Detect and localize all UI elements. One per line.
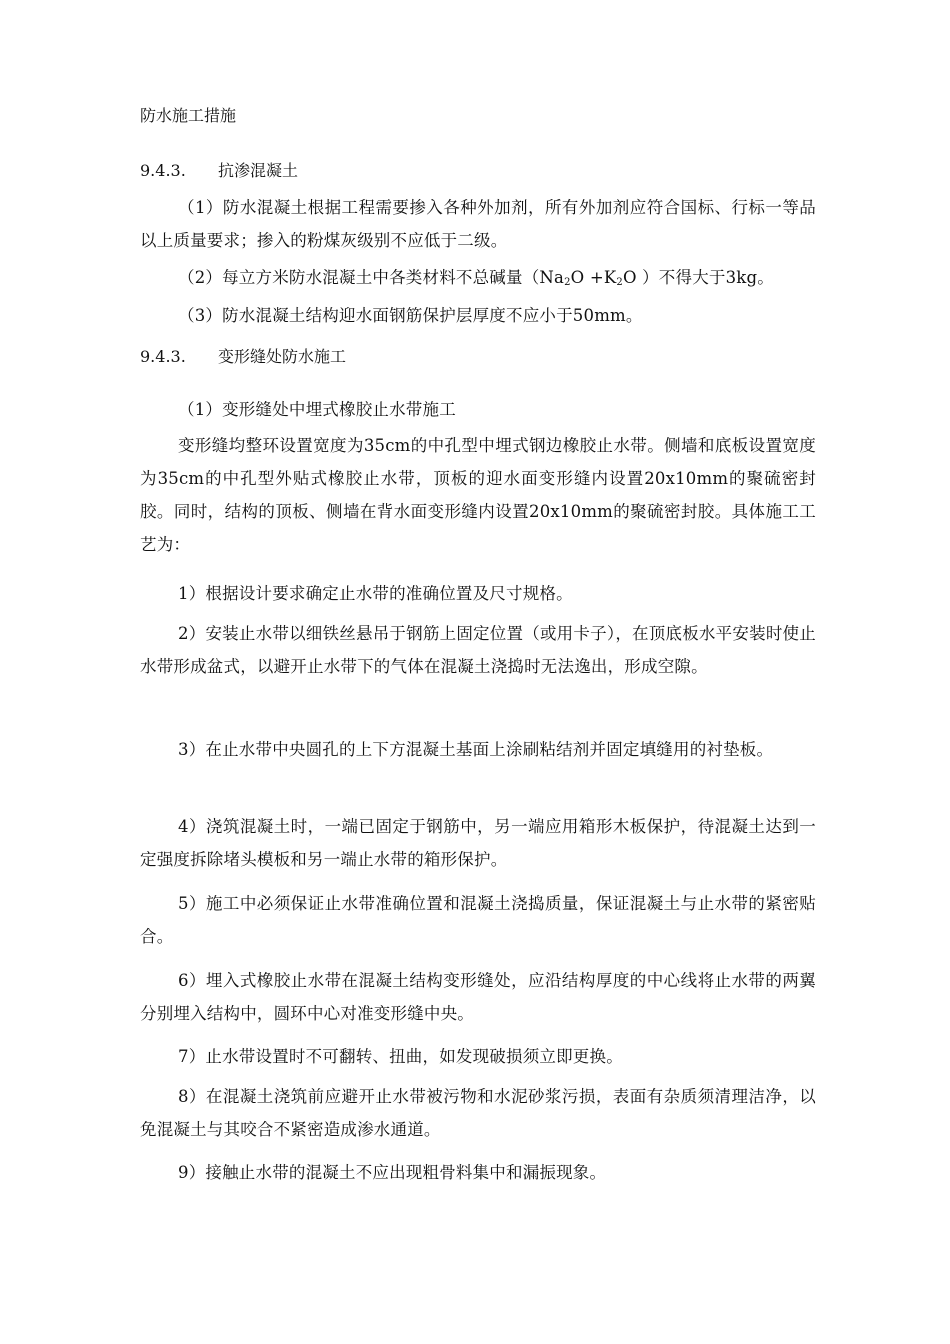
section-title: 抗渗混凝土 [218,161,299,180]
paragraph-intro: 变形缝均整环设置宽度为35cm的中孔型中埋式钢边橡胶止水带。侧墙和底板设置宽度为35cm的中孔型外贴式橡胶止水带，顶板的迎水面变形缝内设置20x10mm的聚硫密封胶。同时，结构的顶板、侧墙在背水面变形缝内设置20x10mm的聚硫密封胶。具体施工工艺为： [140,436,816,554]
alkali-text-prefix: （2）每立方米防水混凝土中各类材料不总碱量（Na [178,268,565,287]
section-heading-impermeable-concrete [140,159,298,183]
step-7: 7）止水带设置时不可翻转、扭曲，如发现破损须立即更换。 [178,1047,623,1066]
alkali-text-suffix: O ）不得大于3kg。 [622,268,774,287]
paragraph-rebar-cover: （3）防水混凝土结构迎水面钢筋保护层厚度不应小于50mm。 [178,306,643,325]
step-2: 2）安装止水带以细铁丝悬吊于钢筋上固定位置（或用卡子），在顶底板水平安装时使止水带形成盆式，以避开止水带下的气体在混凝土浇捣时无法逸出，形成空隙。 [140,624,816,676]
subscript-k2: 2 [616,277,623,288]
section-heading-deformation-joint [140,345,346,369]
subscript-na2: 2 [564,277,571,288]
step-5: 5）施工中必须保证止水带准确位置和混凝土浇捣质量，保证混凝土与止水带的紧密贴合。 [140,894,816,946]
step-4: 4）浇筑混凝土时，一端已固定于钢筋中，另一端应用箱形木板保护，待混凝土达到一定强度拆除堵头模板和另一端止水带的箱形保护。 [140,817,816,869]
section-number: 9.4.3. [140,347,186,366]
paragraph-admixture: （1）防水混凝土根据工程需要掺入各种外加剂，所有外加剂应符合国标、行标一等品以上质量要求；掺入的粉煤灰级别不应低于二级。 [140,198,816,250]
step-6: 6）埋入式橡胶止水带在混凝土结构变形缝处，应沿结构厚度的中心线将止水带的两翼分别埋入结构中，圆环中心对准变形缝中央。 [140,971,816,1023]
section-title: 变形缝处防水施工 [218,347,347,366]
section-number: 9.4.3. [140,161,186,180]
page-title: 防水施工措施 [140,106,237,125]
step-3: 3）在止水带中央圆孔的上下方混凝土基面上涂刷粘结剂并固定填缝用的衬垫板。 [178,740,774,759]
step-9: 9）接触止水带的混凝土不应出现粗骨料集中和漏振现象。 [178,1163,607,1182]
alkali-text-mid: O +K [570,268,617,287]
step-8: 8）在混凝土浇筑前应避开止水带被污物和水泥砂浆污损，表面有杂质须清理洁净，以免混凝土与其咬合不紧密造成渗水通道。 [140,1087,816,1139]
step-1: 1）根据设计要求确定止水带的准确位置及尺寸规格。 [178,584,573,603]
subsection-title-waterstop: （1）变形缝处中埋式橡胶止水带施工 [178,400,456,419]
paragraph-alkali-content [140,261,816,294]
